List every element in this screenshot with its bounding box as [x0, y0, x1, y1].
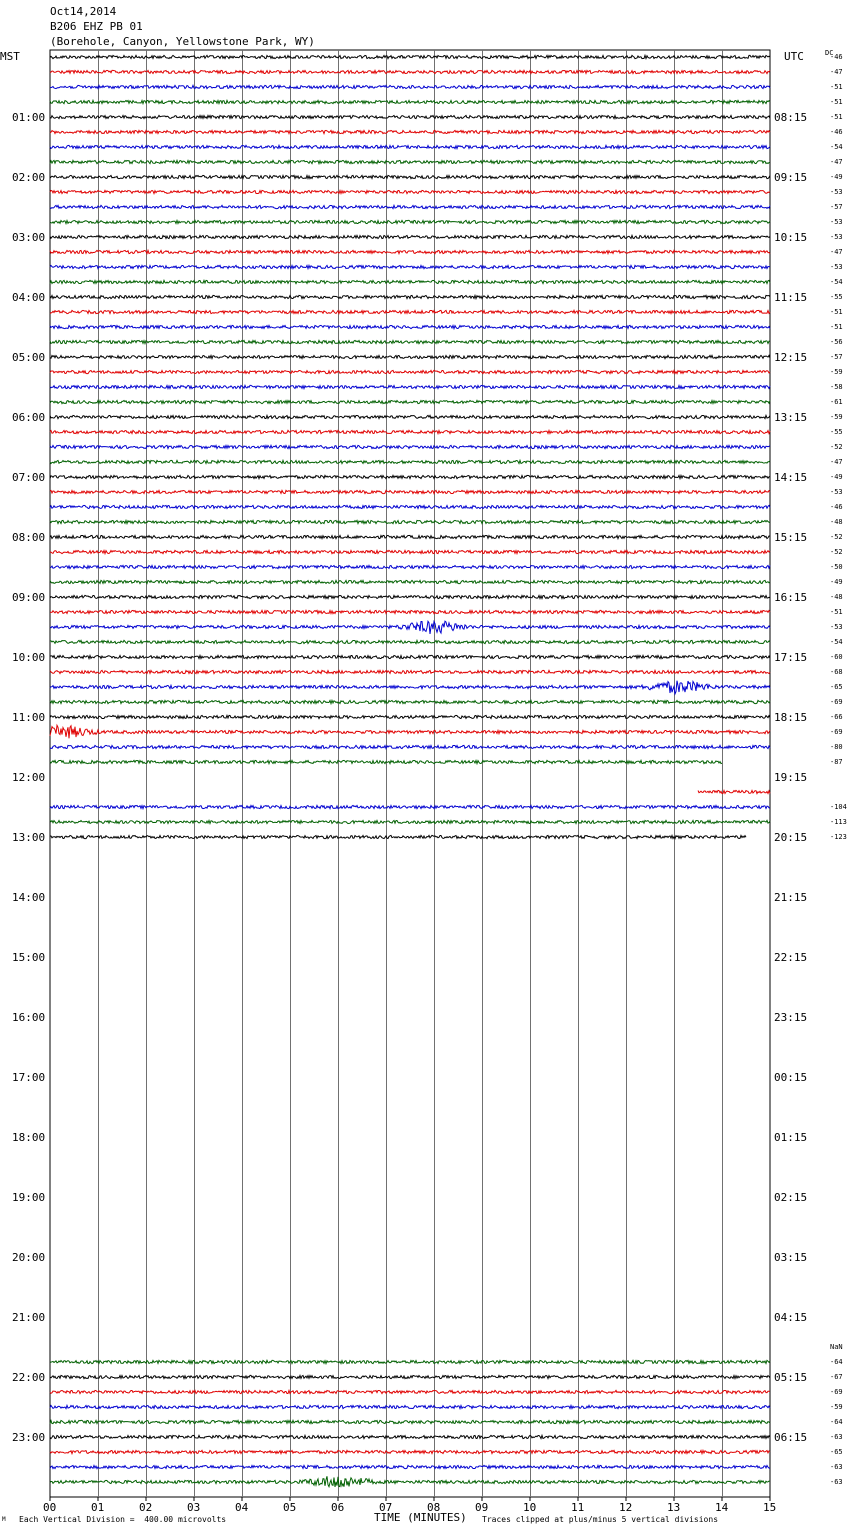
- dc-offset-label: -53: [830, 488, 843, 496]
- clip-note: Traces clipped at plus/minus 5 vertical divisions: [482, 1515, 719, 1524]
- dc-offset-label: -51: [830, 113, 843, 121]
- left-hour-label: 18:00: [12, 1131, 46, 1144]
- station-label: B206 EHZ PB 01: [50, 20, 143, 33]
- seismic-trace: [50, 310, 770, 313]
- dc-offset-label: -57: [830, 203, 843, 211]
- dc-offset-label: -65: [830, 1448, 843, 1456]
- seismic-trace: [50, 595, 770, 598]
- nan-label: NaN: [830, 1343, 843, 1351]
- seismic-trace: [50, 670, 770, 673]
- seismic-trace: [50, 160, 770, 163]
- right-hour-label: 02:15: [774, 1191, 808, 1204]
- seismic-trace: [50, 655, 770, 658]
- dc-offset-label: -60: [830, 653, 843, 661]
- dc-offset-label: -65: [830, 683, 843, 691]
- dc-offset-label: -49: [830, 473, 843, 481]
- right-hour-label: 16:15: [774, 591, 808, 604]
- seismic-trace: [50, 55, 770, 58]
- seismic-trace: [50, 445, 770, 448]
- seismic-trace: [50, 115, 770, 118]
- x-tick-label: 02: [139, 1501, 153, 1514]
- left-hour-label: 14:00: [12, 891, 46, 904]
- dc-offset-label: -46: [830, 128, 843, 136]
- seismic-trace: [50, 610, 770, 613]
- seismic-trace: [50, 820, 770, 823]
- right-hour-label: 00:15: [774, 1071, 808, 1084]
- dc-offset-label: -58: [830, 383, 843, 391]
- dc-offset-label: -53: [830, 623, 843, 631]
- seismic-trace: [50, 565, 770, 568]
- seismic-trace: [50, 145, 770, 148]
- x-tick-label: 01: [91, 1501, 105, 1514]
- right-hour-label: 06:15: [774, 1431, 808, 1444]
- seismic-trace: [50, 1465, 770, 1468]
- right-hour-label: 03:15: [774, 1251, 808, 1264]
- seismic-trace: [50, 1450, 770, 1453]
- seismic-trace: [50, 1405, 770, 1408]
- dc-offset-label: -69: [830, 728, 843, 736]
- dc-offset-label: -49: [830, 173, 843, 181]
- seismic-trace: [50, 640, 770, 643]
- dc-offset-label: -47: [830, 248, 843, 256]
- left-hour-label: 07:00: [12, 471, 46, 484]
- x-tick-label: 09: [475, 1501, 489, 1514]
- left-hour-label: 19:00: [12, 1191, 46, 1204]
- seismic-trace: [50, 1420, 770, 1423]
- left-hour-label: 04:00: [12, 291, 46, 304]
- right-hour-label: 17:15: [774, 651, 808, 664]
- dc-offset-label: -57: [830, 353, 843, 361]
- dc-offset-label: -51: [830, 608, 843, 616]
- x-tick-label: 08: [427, 1501, 441, 1514]
- dc-offset-label: -69: [830, 698, 843, 706]
- dc-offset-label: -59: [830, 413, 843, 421]
- seismic-trace: [50, 505, 770, 508]
- dc-offset-label: -66: [830, 713, 843, 721]
- x-tick-label: 13: [667, 1501, 681, 1514]
- seismic-trace: [50, 805, 770, 808]
- left-hour-label: 10:00: [12, 651, 46, 664]
- seismic-trace: [50, 325, 770, 328]
- dc-offset-label: -47: [830, 458, 843, 466]
- seismic-trace: [50, 715, 770, 718]
- left-hour-label: 15:00: [12, 951, 46, 964]
- x-tick-label: 12: [619, 1501, 633, 1514]
- x-tick-label: 05: [283, 1501, 297, 1514]
- dc-offset-label: -53: [830, 218, 843, 226]
- dc-offset-label: -68: [830, 668, 843, 676]
- dc-offset-label: -52: [830, 548, 843, 556]
- dc-offset-label: -51: [830, 83, 843, 91]
- dc-offset-label: -48: [830, 518, 843, 526]
- seismic-trace: [50, 520, 770, 523]
- right-hour-label: 20:15: [774, 831, 808, 844]
- dc-offset-label: -59: [830, 1403, 843, 1411]
- right-hour-label: 18:15: [774, 711, 808, 724]
- left-hour-label: 02:00: [12, 171, 46, 184]
- dc-offset-label: -55: [830, 428, 843, 436]
- left-hour-label: 13:00: [12, 831, 46, 844]
- left-hour-label: 08:00: [12, 531, 46, 544]
- left-hour-label: 01:00: [12, 111, 46, 124]
- left-hour-label: 22:00: [12, 1371, 46, 1384]
- seismic-trace: [50, 550, 770, 553]
- dc-offset-label: -59: [830, 368, 843, 376]
- dc-offset-label: -67: [830, 1373, 843, 1381]
- right-hour-label: 21:15: [774, 891, 808, 904]
- left-hour-label: 23:00: [12, 1431, 46, 1444]
- x-axis-label: TIME (MINUTES): [374, 1511, 467, 1524]
- right-hour-label: 09:15: [774, 171, 808, 184]
- right-hour-label: 08:15: [774, 111, 808, 124]
- seismic-trace: [50, 1435, 770, 1438]
- dc-offset-label: -69: [830, 1388, 843, 1396]
- dc-offset-label: -52: [830, 443, 843, 451]
- right-hour-label: 19:15: [774, 771, 808, 784]
- right-hour-label: 05:15: [774, 1371, 808, 1384]
- right-timezone-label: UTC: [784, 50, 804, 63]
- dc-offset-label: -51: [830, 308, 843, 316]
- seismic-trace: [50, 1390, 770, 1393]
- seismic-trace: [50, 100, 770, 103]
- dc-offset-label: -87: [830, 758, 843, 766]
- x-tick-label: 15: [763, 1501, 777, 1514]
- dc-offset-label: -64: [830, 1418, 843, 1426]
- dc-offset-label: -54: [830, 278, 843, 286]
- date-label: Oct14,2014: [50, 5, 117, 18]
- seismic-trace: [50, 475, 770, 478]
- seismic-trace: [50, 280, 770, 283]
- left-hour-label: 20:00: [12, 1251, 46, 1264]
- right-hour-label: 14:15: [774, 471, 808, 484]
- left-hour-label: 17:00: [12, 1071, 46, 1084]
- seismic-trace: [50, 85, 770, 88]
- seismic-trace: [50, 681, 770, 694]
- seismic-trace: [50, 835, 746, 838]
- dc-offset-label: -63: [830, 1478, 843, 1486]
- corner-mark: M: [2, 1516, 6, 1523]
- dc-offset-label: -48: [830, 593, 843, 601]
- seismic-trace: [50, 385, 770, 388]
- dc-offset-label: -46: [830, 503, 843, 511]
- right-hour-label: 11:15: [774, 291, 808, 304]
- right-hour-label: 22:15: [774, 951, 808, 964]
- seismic-trace: [50, 490, 770, 493]
- dc-offset-label: -49: [830, 578, 843, 586]
- seismic-trace: [50, 175, 770, 178]
- left-hour-label: 16:00: [12, 1011, 46, 1024]
- dc-offset-label: -80: [830, 743, 843, 751]
- left-hour-label: 09:00: [12, 591, 46, 604]
- dc-offset-label: -46: [830, 53, 843, 61]
- dc-offset-label: -63: [830, 1433, 843, 1441]
- seismic-trace: [50, 235, 770, 238]
- dc-offset-label: -56: [830, 338, 843, 346]
- dc-offset-label: -53: [830, 263, 843, 271]
- right-hour-label: 23:15: [774, 1011, 808, 1024]
- dc-offset-label: -55: [830, 293, 843, 301]
- dc-offset-label: -113: [830, 818, 847, 826]
- left-hour-label: 21:00: [12, 1311, 46, 1324]
- dc-offset-label: -123: [830, 833, 847, 841]
- dc-offset-label: -64: [830, 1358, 843, 1366]
- left-timezone-label: MST: [0, 50, 20, 63]
- dc-offset-label: -51: [830, 323, 843, 331]
- dc-header-label: DC: [825, 49, 834, 57]
- dc-offset-label: -54: [830, 638, 843, 646]
- dc-offset-label: -63: [830, 1463, 843, 1471]
- right-hour-label: 13:15: [774, 411, 808, 424]
- seismic-trace: [50, 400, 770, 403]
- seismic-trace: [50, 580, 770, 583]
- dc-offset-label: -53: [830, 233, 843, 241]
- right-hour-label: 01:15: [774, 1131, 808, 1144]
- dc-offset-label: -61: [830, 398, 843, 406]
- location-label: (Borehole, Canyon, Yellowstone Park, WY): [50, 35, 315, 48]
- seismic-trace: [50, 220, 770, 223]
- seismic-trace: [50, 430, 770, 433]
- seismic-trace: [50, 535, 770, 538]
- seismic-trace: [50, 725, 770, 738]
- dc-offset-label: -53: [830, 188, 843, 196]
- x-tick-label: 06: [331, 1501, 345, 1514]
- seismic-trace: [50, 295, 770, 298]
- right-hour-label: 15:15: [774, 531, 808, 544]
- dc-offset-label: -104: [830, 803, 847, 811]
- x-tick-label: 04: [235, 1501, 249, 1514]
- x-tick-label: 07: [379, 1501, 393, 1514]
- seismic-trace: [50, 700, 770, 703]
- seismic-trace: [50, 745, 770, 748]
- seismic-trace: [50, 190, 770, 193]
- x-tick-label: 03: [187, 1501, 201, 1514]
- left-hour-label: 05:00: [12, 351, 46, 364]
- right-hour-label: 10:15: [774, 231, 808, 244]
- dc-offset-label: -51: [830, 98, 843, 106]
- x-tick-label: 11: [571, 1501, 585, 1514]
- dc-offset-label: -50: [830, 563, 843, 571]
- scale-note: Each Vertical Division = 400.00 microvolts: [19, 1515, 227, 1524]
- seismic-trace: [50, 1375, 770, 1378]
- seismic-trace: [50, 370, 770, 373]
- left-hour-label: 11:00: [12, 711, 46, 724]
- x-tick-label: 00: [43, 1501, 57, 1514]
- seismic-trace: [50, 70, 770, 73]
- dc-offset-label: -47: [830, 158, 843, 166]
- left-hour-label: 06:00: [12, 411, 46, 424]
- seismic-trace: [50, 1360, 770, 1363]
- right-hour-label: 04:15: [774, 1311, 808, 1324]
- seismic-trace: [50, 340, 770, 343]
- x-tick-label: 10: [523, 1501, 537, 1514]
- dc-offset-label: -52: [830, 533, 843, 541]
- seismic-trace: [50, 205, 770, 208]
- dc-offset-label: -47: [830, 68, 843, 76]
- seismic-trace: [50, 355, 770, 358]
- seismic-trace: [50, 415, 770, 418]
- right-hour-label: 12:15: [774, 351, 808, 364]
- seismic-trace: [50, 265, 770, 268]
- left-hour-label: 12:00: [12, 771, 46, 784]
- x-tick-label: 14: [715, 1501, 729, 1514]
- seismic-trace: [50, 1476, 770, 1487]
- seismic-trace: [50, 130, 770, 133]
- seismic-trace: [698, 790, 770, 793]
- left-hour-label: 03:00: [12, 231, 46, 244]
- seismic-trace: [50, 460, 770, 463]
- seismic-trace: [50, 621, 770, 634]
- seismic-trace: [50, 250, 770, 253]
- dc-offset-label: -54: [830, 143, 843, 151]
